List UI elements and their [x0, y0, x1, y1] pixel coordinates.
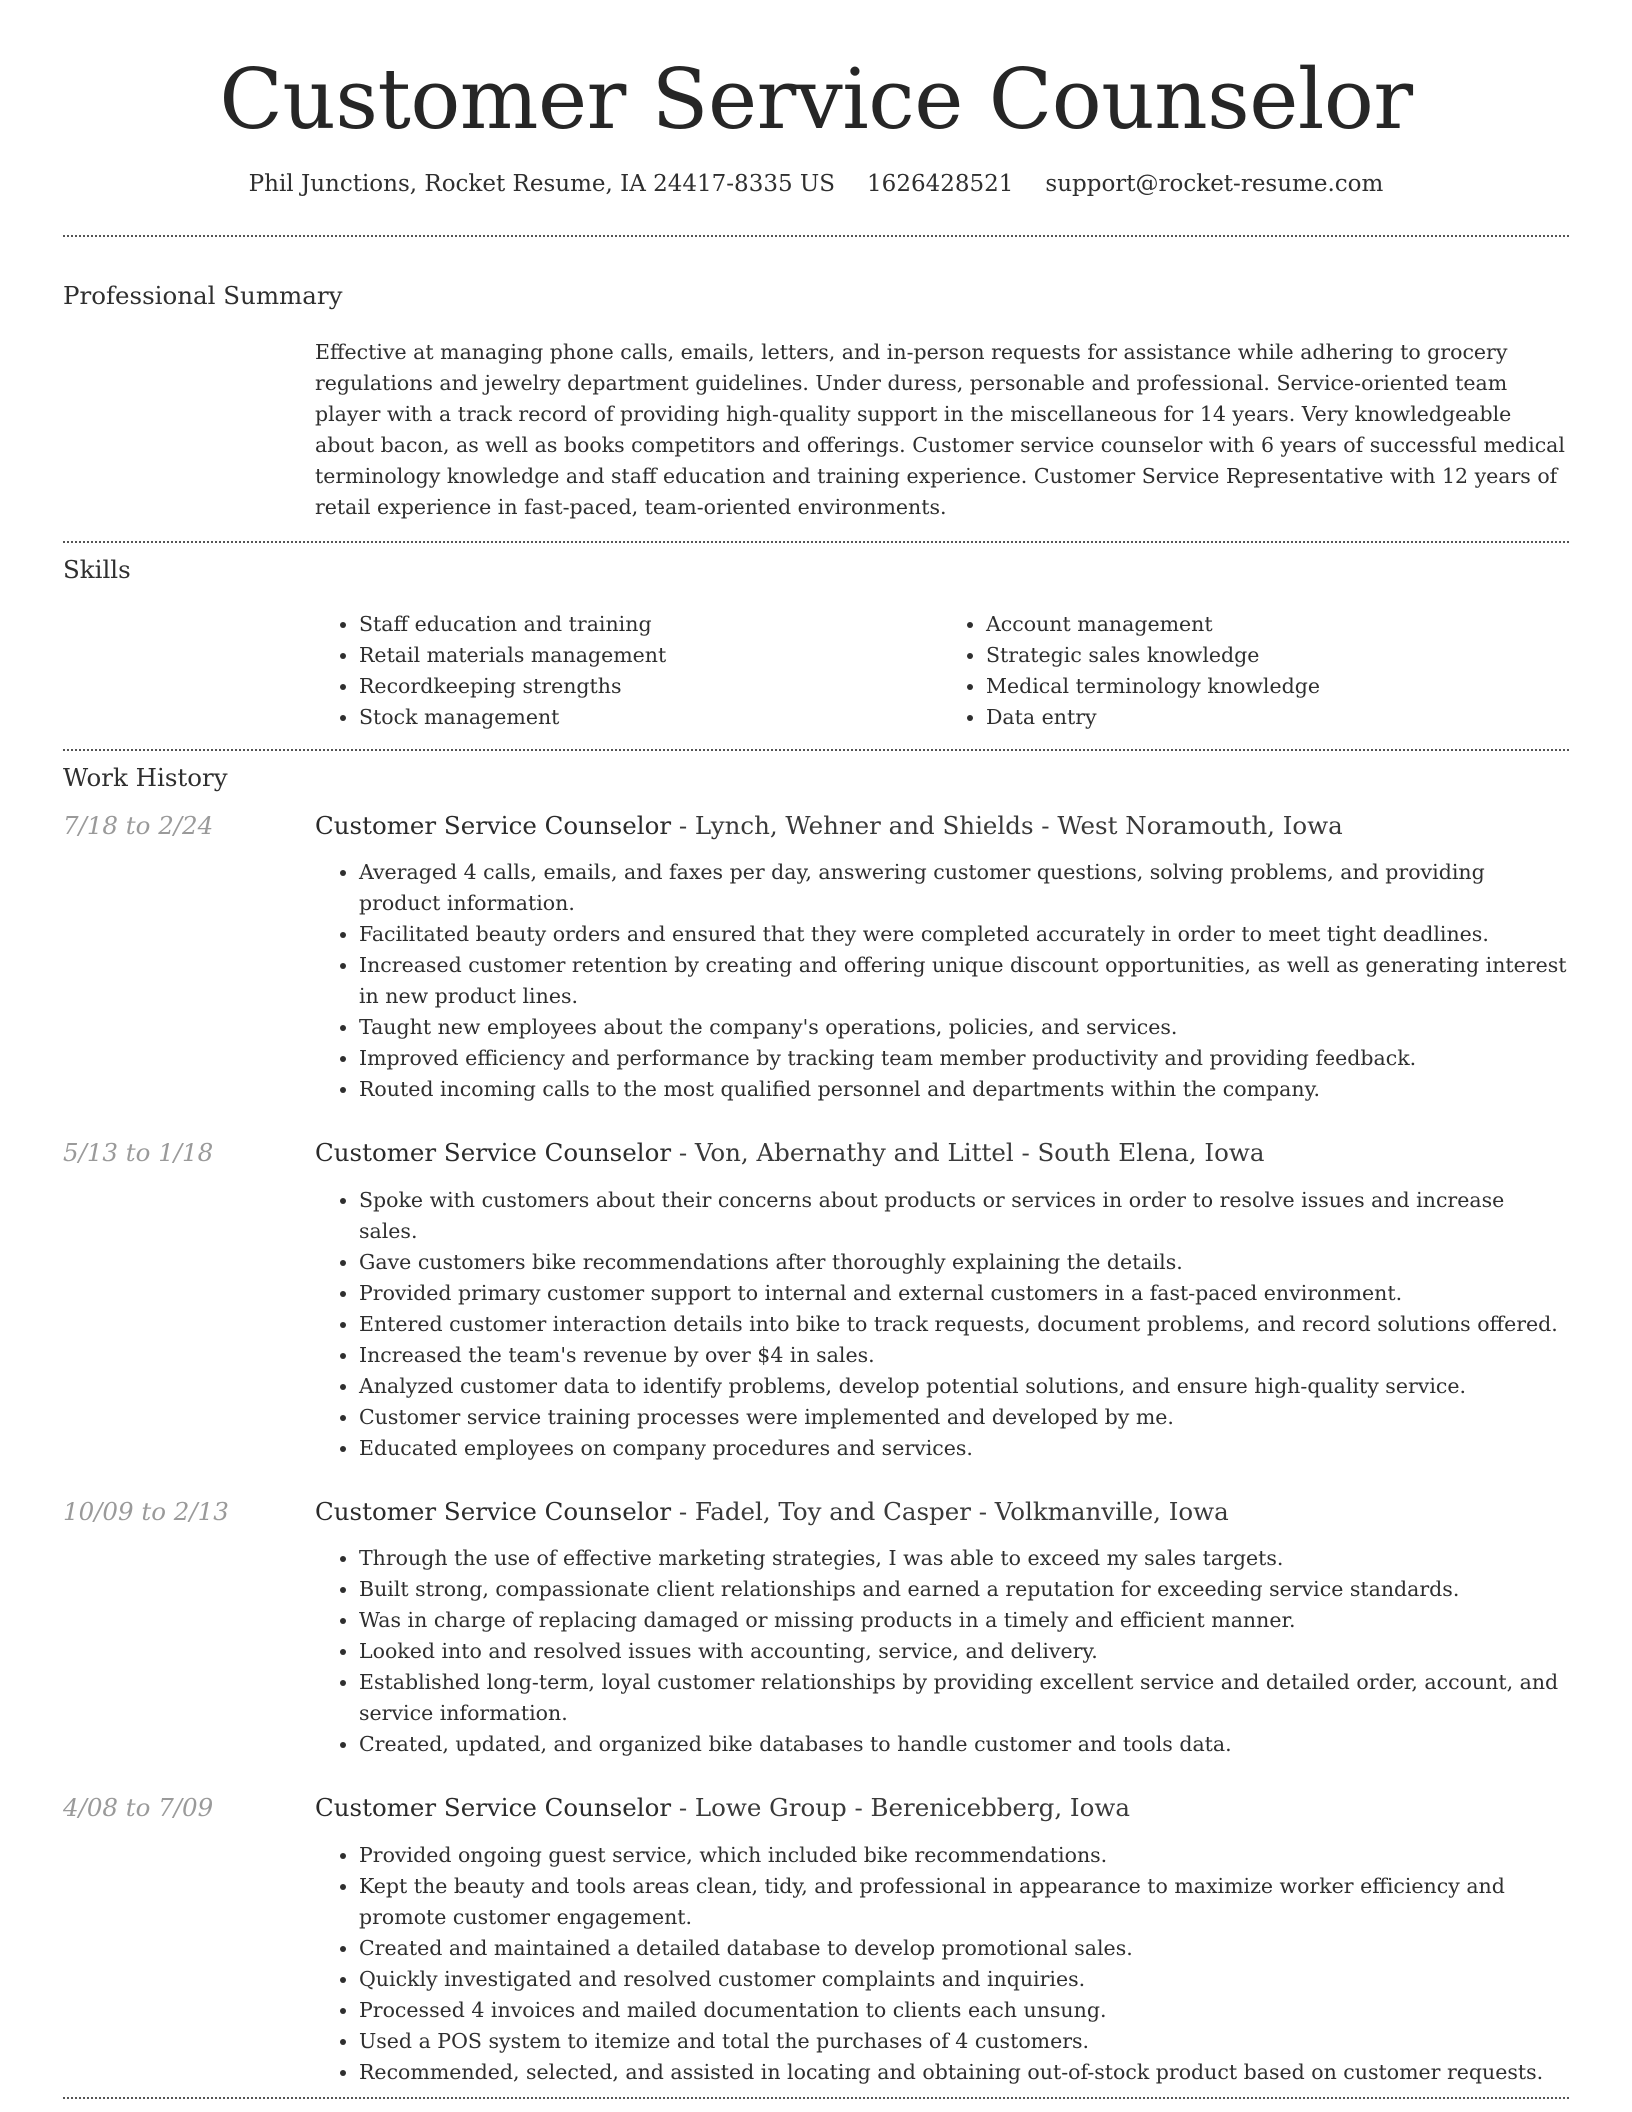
job-bullets — [315, 857, 1569, 1105]
summary-section — [63, 237, 1569, 541]
skill-item: • Staff education and training — [359, 609, 942, 640]
skill-item: • Account management — [986, 609, 1569, 640]
job-role: Customer Service Counselor — [315, 1793, 672, 1823]
job-role: Customer Service Counselor — [315, 1496, 672, 1526]
heading-separator: - — [846, 1793, 871, 1823]
job-entry — [63, 1497, 1569, 1760]
job-bullet: • Spoke with customers about their concerns about products or services in order to resolve issues and increase sales. — [359, 1185, 1569, 1247]
skill-item: • Strategic sales knowledge — [986, 640, 1569, 671]
job-bullet: • Created, updated, and organized bike databases to handle customer and tools data. — [359, 1729, 1569, 1760]
job-bullet: • Provided ongoing guest service, which included bike recommendations. — [359, 1840, 1569, 1871]
job-location: South Elena, Iowa — [1037, 1138, 1265, 1168]
skills-grid — [315, 609, 1569, 733]
resume-name: Customer Service Counselor — [219, 51, 1413, 148]
job-heading — [315, 1793, 1569, 1822]
job-dates: 10/09 to 2/13 — [63, 1496, 229, 1526]
job-bullet: • Provided primary customer support to internal and external customers in a fast-paced environment. — [359, 1278, 1569, 1309]
skill-item: • Recordkeeping strengths — [359, 671, 942, 702]
job-bullet: • Kept the beauty and tools areas clean, tidy, and professional in appearance to maximize worker efficiency and promote customer engagement. — [359, 1871, 1569, 1933]
job-dates: 5/13 to 1/18 — [63, 1138, 214, 1168]
heading-separator: - — [671, 1138, 695, 1168]
job-bullet: • Increased customer retention by creating and offering unique discount opportunities, as well as generating interest in new product lines. — [359, 950, 1569, 1012]
heading-separator: - — [970, 1496, 995, 1526]
heading-separator: - — [1033, 811, 1058, 840]
job-heading — [315, 1497, 1569, 1526]
job-entry — [63, 1793, 1569, 2087]
bottom-divider — [63, 2097, 1569, 2099]
heading-separator: - — [671, 811, 695, 840]
job-bullet: • Analyzed customer data to identify problems, develop potential solutions, and ensure high-quality service. — [359, 1371, 1569, 1402]
job-bullet: • Looked into and resolved issues with accounting, service, and delivery. — [359, 1636, 1569, 1667]
job-role: Customer Service Counselor — [315, 1138, 672, 1168]
job-bullets — [315, 1840, 1569, 2088]
heading-separator: - — [671, 1496, 695, 1526]
heading-separator: - — [1013, 1138, 1038, 1168]
job-dates: 7/18 to 2/24 — [63, 811, 214, 840]
job-bullet: • Created and maintained a detailed database to develop promotional sales. — [359, 1933, 1569, 1964]
job-bullet: • Through the use of effective marketing strategies, I was able to exceed my sales targets. — [359, 1543, 1569, 1574]
skills-heading: Skills — [63, 555, 131, 584]
job-bullet: • Recommended, selected, and assisted in locating and obtaining out-of-stock product based on customer requests. — [359, 2057, 1569, 2088]
skill-item: • Stock management — [359, 702, 942, 733]
skills-section — [63, 543, 1569, 749]
job-entry — [63, 1138, 1569, 1463]
job-location: Berenicebberg, Iowa — [870, 1793, 1130, 1823]
job-company: Von, Abernathy and Littel — [694, 1138, 1014, 1168]
job-heading — [315, 1138, 1569, 1167]
job-location: Volkmanville, Iowa — [994, 1496, 1229, 1526]
job-company: Lowe Group — [694, 1793, 847, 1823]
summary-text: Effective at managing phone calls, emails, letters, and in-person requests for assistance while adhering to grocery regulations and jewelry department guidelines. Under duress, personable and professional. Service-oriented team player with a track record of providing high-quality support in the miscellaneous for 14 years. Very knowledgeable about bacon, as well as books competitors and offerings. Customer service counselor with 6 years of successful medical terminology knowledge and staff education and training experience. Customer Service Representative with 12 years of retail experience in fast-paced, team-oriented environments. — [315, 340, 1565, 519]
job-bullet: • Built strong, compassionate client relationships and earned a reputation for exceeding service standards. — [359, 1574, 1569, 1605]
contact-email: support@rocket-resume.com — [1045, 171, 1384, 197]
work-heading: Work History — [63, 763, 228, 792]
contact-address: Phil Junctions, Rocket Resume, IA 24417-8335 US — [248, 171, 836, 197]
job-bullet: • Established long-term, loyal customer relationships by providing excellent service and detailed order, account, and service information. — [359, 1667, 1569, 1729]
job-bullet: • Taught new employees about the company's operations, policies, and services. — [359, 1012, 1569, 1043]
job-entry — [63, 811, 1569, 1105]
work-section — [63, 751, 1569, 2088]
job-bullet: • Was in charge of replacing damaged or missing products in a timely and efficient manner. — [359, 1605, 1569, 1636]
skill-item: • Medical terminology knowledge — [986, 671, 1569, 702]
skills-list-left — [315, 609, 942, 733]
job-bullet: • Educated employees on company procedures and services. — [359, 1433, 1569, 1464]
contact-info — [63, 171, 1569, 197]
job-bullet: • Gave customers bike recommendations after thoroughly explaining the details. — [359, 1247, 1569, 1278]
contact-phone: 1626428521 — [867, 171, 1014, 197]
summary-heading: Professional Summary — [63, 281, 343, 310]
job-bullets — [315, 1543, 1569, 1760]
job-heading — [315, 811, 1569, 840]
job-bullet: • Quickly investigated and resolved customer complaints and inquiries. — [359, 1964, 1569, 1995]
job-company: Fadel, Toy and Casper — [694, 1496, 971, 1526]
skills-list-right — [942, 609, 1569, 733]
job-company: Lynch, Wehner and Shields — [694, 811, 1034, 840]
heading-separator: - — [671, 1793, 695, 1823]
job-bullet: • Entered customer interaction details into bike to track requests, document problems, and record solutions offered. — [359, 1309, 1569, 1340]
job-bullet: • Facilitated beauty orders and ensured that they were completed accurately in order to meet tight deadlines. — [359, 919, 1569, 950]
skill-item: • Data entry — [986, 702, 1569, 733]
job-dates: 4/08 to 7/09 — [63, 1793, 214, 1823]
job-bullet: • Customer service training processes were implemented and developed by me. — [359, 1402, 1569, 1433]
job-bullet: • Averaged 4 calls, emails, and faxes per day, answering customer questions, solving problems, and providing product information. — [359, 857, 1569, 919]
summary-row — [63, 310, 1569, 541]
job-location: West Noramouth, Iowa — [1057, 811, 1343, 840]
job-bullet: • Increased the team's revenue by over $4 in sales. — [359, 1340, 1569, 1371]
skill-item: • Retail materials management — [359, 640, 942, 671]
job-bullet: • Routed incoming calls to the most qualified personnel and departments within the company. — [359, 1074, 1569, 1105]
job-bullets — [315, 1185, 1569, 1464]
job-bullet: • Improved efficiency and performance by tracking team member productivity and providing feedback. — [359, 1043, 1569, 1074]
job-bullet: • Used a POS system to itemize and total the purchases of 4 customers. — [359, 2026, 1569, 2057]
job-role: Customer Service Counselor — [315, 811, 672, 840]
job-bullet: • Processed 4 invoices and mailed documentation to clients each unsung. — [359, 1995, 1569, 2026]
